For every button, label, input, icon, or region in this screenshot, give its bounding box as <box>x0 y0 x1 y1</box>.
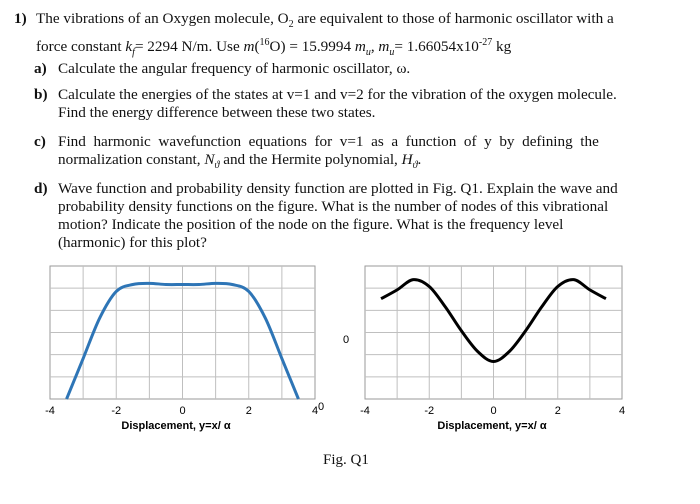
part-d-label: d) <box>34 180 48 197</box>
chart-left <box>45 266 324 432</box>
x-tick-label: -4 <box>360 405 370 417</box>
part-a-label: a) <box>34 60 47 77</box>
part-c-line1: Find harmonic wavefunction equations for v=1 as a function of y by defining the <box>58 133 599 150</box>
mu-comma: , <box>370 38 379 56</box>
kf-symbol: k <box>125 38 133 56</box>
mu2-subscript: u <box>389 47 395 59</box>
mu2-symbol: m <box>378 38 390 56</box>
question-line2a: force constant <box>36 38 126 56</box>
kf-subscript: f <box>132 47 135 59</box>
question-line2b: = 2294 N/m. Use <box>134 38 244 56</box>
mu-unit: kg <box>492 38 512 56</box>
chart-right-x-axis-label: Displacement, y=x/ α <box>437 420 547 432</box>
x-tick-label: 4 <box>618 405 626 417</box>
mu-value: = 1.66054x10 <box>394 38 479 56</box>
h-symbol: H <box>401 151 413 168</box>
part-b-label: b) <box>34 86 48 103</box>
x-tick-label: 2 <box>554 405 561 417</box>
mu-exponent: -27 <box>478 37 493 49</box>
chart-right-x-ticks <box>360 405 625 417</box>
chart-right <box>343 266 625 432</box>
mu-subscript: u <box>365 47 371 59</box>
isotope-superscript: 16 <box>259 37 270 49</box>
part-a-text: Calculate the angular frequency of harmonic oscillator, ω. <box>58 60 411 77</box>
part-c-line2b: and the Hermite polynomial, <box>219 151 402 168</box>
figure-caption: Fig. Q1 <box>323 452 369 468</box>
chart-left-y-tick-0: 0 <box>317 401 325 413</box>
question-line1b: are equivalent to those of harmonic oscillator with a <box>293 10 614 27</box>
x-tick-label: 0 <box>490 405 497 417</box>
chart-left-x-axis-label: Displacement, y=x/ α <box>121 420 231 432</box>
part-d-line2: probability density functions on the figure. What is the number of nodes of this vibrational <box>58 198 609 215</box>
mass-value: O) = 15.9994 <box>269 38 355 56</box>
mu-symbol: m <box>354 38 366 56</box>
mass-paren: ( <box>254 38 260 56</box>
part-c-line2a: normalization constant, <box>58 151 205 168</box>
chart-right-y-tick-0: 0 <box>342 334 350 346</box>
part-c-period: . <box>417 151 422 168</box>
question-number: 1) <box>14 10 27 27</box>
part-b-line2: Find the energy difference between these two states. <box>58 104 376 121</box>
part-d-line4: (harmonic) for this plot? <box>58 234 207 251</box>
x-tick-label: 0 <box>179 405 186 417</box>
x-tick-label: 2 <box>245 405 252 417</box>
n-symbol: N <box>204 151 215 168</box>
h-subscript: ϑ <box>412 160 418 172</box>
x-tick-label: -4 <box>45 405 55 417</box>
part-d-line1: Wave function and probability density function are plotted in Fig. Q1. Explain the wave and <box>58 180 618 197</box>
x-tick-label: 4 <box>311 405 319 417</box>
question-line1a: The vibrations of an Oxygen molecule, O <box>36 10 289 27</box>
part-d-line3: motion? Indicate the position of the node on the figure. What is the frequency level <box>58 216 564 233</box>
x-tick-label: -2 <box>424 405 435 417</box>
o2-subscript: 2 <box>288 19 294 31</box>
part-c-label: c) <box>34 133 46 150</box>
n-subscript: ϑ <box>214 160 220 172</box>
mass-symbol: m <box>243 38 255 56</box>
chart-left-x-ticks <box>45 405 318 417</box>
part-b-line1: Calculate the energies of the states at v=1 and v=2 for the vibration of the oxygen molecule. <box>58 86 617 103</box>
x-tick-label: -2 <box>111 405 122 417</box>
